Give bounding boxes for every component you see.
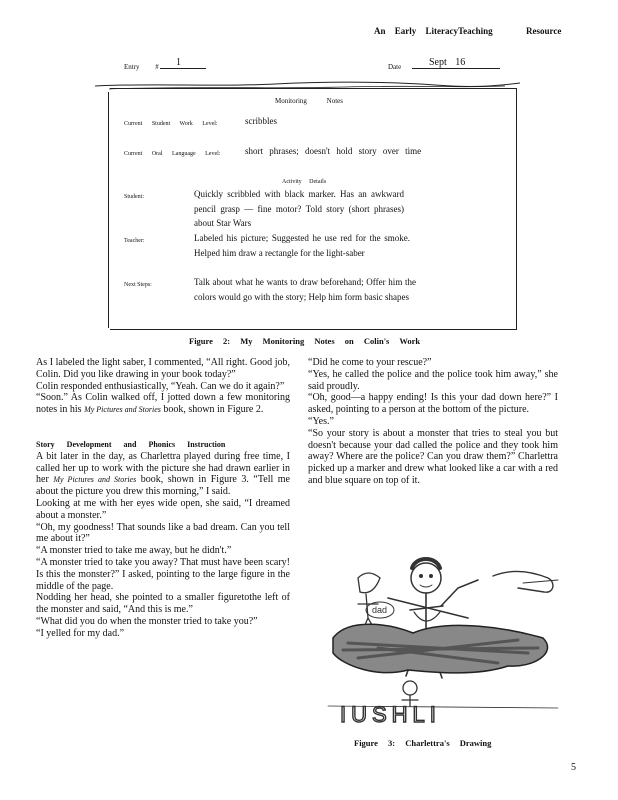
paragraph: “So your story is about a monster that tries to steal you but doesn't because your dad called the police and they took him away? Where are the police? Can you draw them?” Charlettra picked up a marker and drew what looked like a car with a red and blue square on top of it. (308, 427, 558, 486)
paragraph: Colin responded enthusiastically, “Yeah. Can we do it again?” (36, 380, 285, 392)
next-steps-value: Talk about what he wants to draw beforehand; Offer him the colors would go with the story; Help him form basic shapes (194, 277, 416, 302)
next-steps-label: Next Steps: (124, 282, 152, 288)
date-underline (412, 68, 500, 69)
book-title: My Pictures and Stories (84, 405, 161, 415)
hand-doodle (493, 572, 553, 593)
paragraph: Looking at me with her eyes wide open, she said, “I dreamed about a monster.” (36, 497, 290, 521)
paragraph: As I labeled the light saber, I commented, “All right. Good job, Colin. Did you like drawing in your book today?” (36, 357, 290, 380)
teacher-label: Teacher: (124, 238, 145, 244)
paragraph: “A monster tried to take you away? That must have been scary! Is this the monster?” I asked, pointing to the large figure in the middle of the page. (36, 556, 290, 592)
paragraph: “What did you do when the monster tried to take you?” (36, 615, 258, 627)
drawing-word-dad: dad (372, 605, 388, 615)
left-column (36, 357, 290, 640)
figure-2-caption: Figure 2: My Monitoring Notes on Colin's Work (189, 336, 421, 346)
entry-label: Entry # (124, 63, 159, 71)
oral-language-label: Current Oral Language Level: (124, 151, 221, 157)
paragraph: “Yes.” (308, 415, 334, 427)
book-title: My Pictures and Stories (53, 475, 137, 485)
header-title: An Early LiteracyTeaching (374, 26, 493, 36)
student-label: Student: (124, 194, 145, 200)
text-run: A bit later in the day, as Charlettra played during free time, I called her up to work with the picture she had drawn earlier in her (36, 450, 290, 486)
text-run: book, shown in Figure 3. “Tell me about the picture you drew this morning,” I said. (36, 474, 290, 498)
text-run: book, shown in Figure 2. (160, 404, 264, 416)
right-column (308, 357, 558, 487)
teacher-value: Labeled his picture; Suggested he use red for the smoke. Helped him draw a rectangle for the light-saber (194, 233, 410, 258)
activity-header: Activity Details (282, 179, 327, 185)
paragraph (36, 392, 290, 416)
date-value: Sept 16 (429, 57, 466, 68)
paragraph: “I yelled for my dad.” (36, 627, 125, 639)
paragraph: “A monster tried to take me away, but he didn't.” (36, 545, 232, 557)
current-work-value: scribbles (245, 116, 277, 126)
date-label: Date (388, 63, 402, 71)
text-run: “Soon.” As Colin walked off, I jotted down a few monitoring notes in his (36, 392, 290, 416)
paragraph: Nodding her head, she pointed to a smaller figuretothe left of the monster and said, “And this is me.” (36, 592, 290, 616)
figure-3-caption: Figure 3: Charlettra's Drawing (354, 738, 492, 748)
entry-value: 1 (176, 57, 181, 68)
drawing-word-bottom: IUSHLI (340, 702, 441, 727)
box-left-edge (108, 92, 109, 328)
paragraph: “Did he come to your rescue?” (308, 357, 432, 368)
student-value: Quickly scribbled with black marker. Has an awkward pencil grasp — fine motor? Told story (short phrases) about Star Wars (194, 189, 404, 229)
monster-head (411, 563, 441, 593)
charlettra-drawing (318, 548, 568, 730)
section-title: Story Development and Phonics Instruction (36, 439, 226, 449)
paragraph: “Yes, he called the police and the police took him away,” she said proudly. (308, 368, 558, 392)
paragraph: “Oh, my goodness! That sounds like a bad dream. Can you tell me about it?” (36, 521, 290, 545)
dad-figure (403, 681, 417, 695)
current-work-label: Current Student Work Level: (124, 121, 218, 127)
paragraph: “Oh, good—a happy ending! Is this your dad down here?” I asked, pointing to a person at the bottom of the picture. (308, 392, 558, 416)
paragraph (36, 451, 290, 498)
page-number: 5 (571, 762, 576, 773)
entry-underline (160, 68, 206, 69)
oral-language-value: short phrases; doesn't hold story over time (245, 146, 422, 156)
monitoring-title: Monitoring Notes (275, 97, 343, 105)
small-figure (358, 573, 380, 593)
header-resource: Resource (526, 26, 562, 36)
